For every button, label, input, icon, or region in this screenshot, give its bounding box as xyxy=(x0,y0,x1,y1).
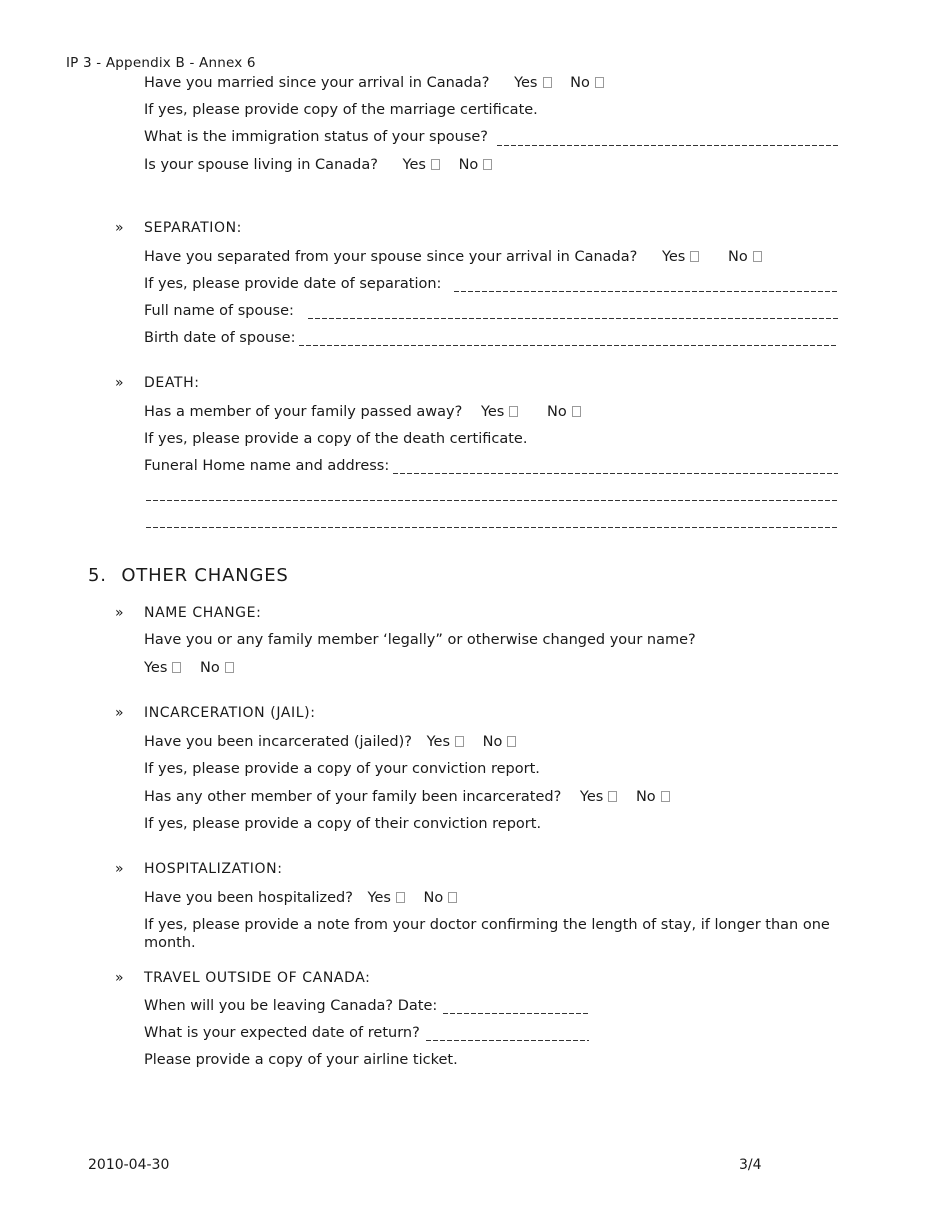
married-no-checkbox[interactable] xyxy=(595,77,604,88)
hospitalized-yes-label: Yes xyxy=(367,890,391,906)
death-yes-checkbox[interactable] xyxy=(509,406,518,417)
return-date-field[interactable] xyxy=(426,1040,589,1041)
separated-yes-label: Yes xyxy=(661,249,686,265)
incarcerated-family-no-checkbox[interactable] xyxy=(661,791,670,802)
death-question: Has a member of your family passed away? xyxy=(144,404,463,420)
name-change-yes-label: Yes xyxy=(144,660,168,676)
name-change-bullet: » xyxy=(115,605,124,621)
death-yes-label: Yes xyxy=(480,404,505,420)
travel-bullet: » xyxy=(115,970,124,986)
leaving-date-label: When will you be leaving Canada? Date: xyxy=(144,998,438,1014)
separated-no-checkbox[interactable] xyxy=(753,251,762,262)
death-no-checkbox[interactable] xyxy=(572,406,581,417)
hospitalized-no-label: No xyxy=(423,890,444,906)
death-bullet: » xyxy=(115,375,124,391)
section-title: OTHER CHANGES xyxy=(121,565,289,586)
incarcerated-self-row xyxy=(144,733,516,751)
conviction-report-self-note: If yes, please provide a copy of your conviction report. xyxy=(144,761,540,777)
incarcerated-family-question: Has any other member of your family been incarcerated? xyxy=(144,789,562,805)
married-yes-checkbox[interactable] xyxy=(543,77,552,88)
incarcerated-family-yes-label: Yes xyxy=(579,789,604,805)
spouse-status-label: What is the immigration status of your spouse? xyxy=(144,129,488,145)
marriage-certificate-note: If yes, please provide copy of the marriage certificate. xyxy=(144,102,538,118)
separated-yes-checkbox[interactable] xyxy=(690,251,699,262)
death-heading: DEATH: xyxy=(144,375,200,391)
incarcerated-self-no-checkbox[interactable] xyxy=(507,736,516,747)
separation-date-field[interactable] xyxy=(454,291,838,292)
spouse-living-yes-checkbox[interactable] xyxy=(431,159,440,170)
name-change-heading: NAME CHANGE: xyxy=(144,605,262,621)
funeral-home-label: Funeral Home name and address: xyxy=(144,458,390,474)
married-yes-label: Yes xyxy=(514,75,538,91)
hospitalized-yes-checkbox[interactable] xyxy=(396,892,405,903)
incarcerated-self-question: Have you been incarcerated (jailed)? xyxy=(144,734,412,750)
name-change-no-checkbox[interactable] xyxy=(225,662,234,673)
hospitalization-bullet: » xyxy=(115,861,124,877)
death-no-label: No xyxy=(546,404,567,420)
spouse-name-label: Full name of spouse: xyxy=(144,303,294,319)
footer-page-number: 3/4 xyxy=(739,1157,762,1173)
name-change-no-label: No xyxy=(200,660,220,676)
spouse-name-field[interactable] xyxy=(308,318,838,319)
name-change-yes-checkbox[interactable] xyxy=(172,662,181,673)
separated-question-row xyxy=(144,248,762,266)
travel-heading: TRAVEL OUTSIDE OF CANADA: xyxy=(144,970,371,986)
incarcerated-self-yes-label: Yes xyxy=(426,734,451,750)
hospitalized-no-checkbox[interactable] xyxy=(448,892,457,903)
name-change-question: Have you or any family member ‘legally” or otherwise changed your name? xyxy=(144,632,696,648)
incarcerated-self-no-label: No xyxy=(482,734,503,750)
separated-no-label: No xyxy=(727,249,748,265)
spouse-status-field[interactable] xyxy=(497,145,838,146)
spouse-living-row xyxy=(144,156,492,174)
married-question-row xyxy=(144,74,604,92)
name-change-options xyxy=(144,659,234,677)
hospitalized-question: Have you been hospitalized? xyxy=(144,890,353,906)
airline-ticket-note: Please provide a copy of your airline ticket. xyxy=(144,1052,458,1068)
separated-question: Have you separated from your spouse since your arrival in Canada? xyxy=(144,249,638,265)
funeral-home-field-line-2[interactable] xyxy=(146,500,838,501)
section-number: 5. xyxy=(88,565,107,586)
spouse-living-question: Is your spouse living in Canada? xyxy=(144,157,378,173)
funeral-home-field-line-1[interactable] xyxy=(393,473,838,474)
separation-heading: SEPARATION: xyxy=(144,220,242,236)
footer-date: 2010-04-30 xyxy=(88,1157,170,1173)
death-question-row xyxy=(144,403,581,421)
section-heading xyxy=(88,565,289,587)
incarceration-heading: INCARCERATION (JAIL): xyxy=(144,705,316,721)
death-certificate-note: If yes, please provide a copy of the death certificate. xyxy=(144,431,528,447)
incarcerated-self-yes-checkbox[interactable] xyxy=(455,736,464,747)
incarcerated-family-no-label: No xyxy=(635,789,656,805)
spouse-living-no-checkbox[interactable] xyxy=(483,159,492,170)
document-reference: IP 3 - Appendix B - Annex 6 xyxy=(66,55,256,71)
married-no-label: No xyxy=(570,75,590,91)
return-date-label: What is your expected date of return? xyxy=(144,1025,420,1041)
incarcerated-family-yes-checkbox[interactable] xyxy=(608,791,617,802)
spouse-birthdate-label: Birth date of spouse: xyxy=(144,330,296,346)
separation-bullet: » xyxy=(115,220,124,236)
separation-date-label: If yes, please provide date of separation: xyxy=(144,276,442,292)
conviction-report-family-note: If yes, please provide a copy of their conviction report. xyxy=(144,816,542,832)
hospitalization-heading: HOSPITALIZATION: xyxy=(144,861,283,877)
hospitalized-row xyxy=(144,889,457,907)
leaving-date-field[interactable] xyxy=(443,1013,589,1014)
incarcerated-family-row xyxy=(144,788,670,806)
married-question: Have you married since your arrival in Canada? xyxy=(144,75,490,91)
spouse-living-no-label: No xyxy=(458,157,479,173)
incarceration-bullet: » xyxy=(115,705,124,721)
doctor-note-instruction: If yes, please provide a note from your doctor confirming the length of stay, if longer than one month. xyxy=(144,917,830,951)
spouse-birthdate-field[interactable] xyxy=(299,345,838,346)
funeral-home-field-line-3[interactable] xyxy=(146,527,838,528)
spouse-living-yes-label: Yes xyxy=(402,157,426,173)
